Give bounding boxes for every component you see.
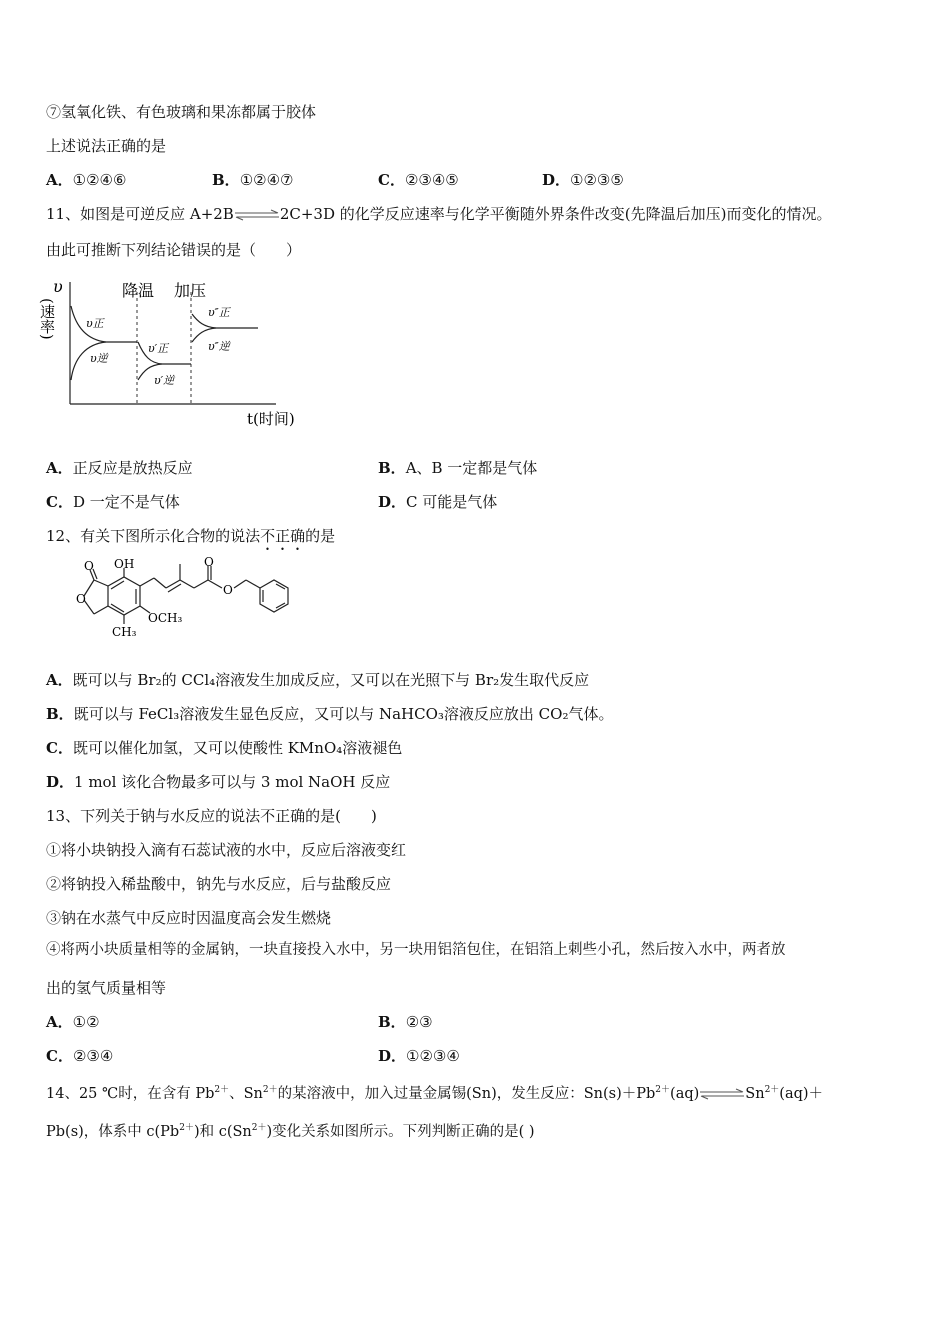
option-label: A． <box>46 671 73 689</box>
y-axis-symbol: υ <box>53 277 63 296</box>
option-text: D 一定不是气体 <box>72 493 180 511</box>
option-label: A． <box>46 459 73 477</box>
label-v1-reverse: υ′逆 <box>154 374 175 387</box>
label-cooling: 降温 <box>122 281 155 300</box>
q13-item-4-cont: 出的氢气质量相等 <box>46 979 167 997</box>
q11-stem <box>46 204 831 224</box>
fused-benzene-ring <box>108 577 140 615</box>
q13-option-b[interactable] <box>378 1012 433 1032</box>
option-label: A． <box>46 171 73 189</box>
label-v2-forward: υ″正 <box>208 306 230 319</box>
option-text: ②③ <box>405 1013 433 1031</box>
charge-superscript: 2＋ <box>262 1085 278 1095</box>
option-label: B． <box>378 1013 406 1031</box>
option-text: A、B 一定都是气体 <box>405 459 538 477</box>
option-label: B． <box>378 459 406 477</box>
atom-o-ester: O <box>223 583 233 597</box>
q12-stem-emphasis: 不正确 <box>260 527 306 545</box>
option-text: ②③④ <box>72 1047 114 1065</box>
charge-superscript: 2＋ <box>179 1123 194 1133</box>
option-label: C． <box>46 1047 73 1065</box>
option-text: 既可以与 FeCl₃溶液发生显色反应，又可以与 NaHCO₃溶液反应放出 CO₂气体。 <box>73 705 614 723</box>
q10-option-a[interactable] <box>46 170 126 190</box>
option-text: C 可能是气体 <box>406 493 498 511</box>
rate-time-graph <box>40 272 310 438</box>
q13-item-3: ③钠在水蒸气中反应时因温度高会发生燃烧 <box>46 909 332 927</box>
q11-option-c[interactable] <box>46 492 180 512</box>
phenyl-ring <box>260 580 288 612</box>
option-text: ①② <box>72 1013 100 1031</box>
q13-option-d[interactable] <box>378 1046 460 1066</box>
atom-o-ester-carbonyl: O <box>204 555 214 569</box>
option-text: 既可以与 Br₂的 CCl₄溶液发生加成反应，又可以在光照下与 Br₂发生取代反应 <box>72 671 590 689</box>
q14-stem-part: Pb(s)，体系中 c(Pb <box>46 1124 180 1140</box>
q10-option-d[interactable] <box>542 170 624 190</box>
charge-superscript: 2＋ <box>764 1085 780 1095</box>
q14-stem-part: Sn <box>745 1086 765 1102</box>
q11-stem-part2: 2C+3D 的化学反应速率与化学平衡随外界条件改变(先降温后加压)而变化的情况。 <box>279 205 832 223</box>
label-v-reverse: υ逆 <box>90 352 108 365</box>
option-label: C． <box>46 493 73 511</box>
y-axis-label: (速率) <box>38 298 56 340</box>
option-label: D． <box>378 493 407 511</box>
q13-stem: 13、下列关于钠与水反应的说法不正确的是( ) <box>46 807 377 825</box>
option-text: ①②③⑤ <box>570 171 624 189</box>
option-text: 1 mol 该化合物最多可以与 3 mol NaOH 反应 <box>74 773 391 791</box>
q13-item-4: ④将两小块质量相等的金属钠，一块直接投入水中，另一块用铝箔包住，在铝箔上刺些小孔，然后按入水中，两者放 <box>46 942 786 958</box>
q13-item-2: ②将钠投入稀盐酸中，钠先与水反应，后与盐酸反应 <box>46 875 392 893</box>
group-och3: OCH₃ <box>148 611 183 625</box>
charge-superscript: 2＋ <box>214 1085 230 1095</box>
q12-option-b[interactable] <box>46 704 613 724</box>
equilibrium-arrow-icon <box>234 210 280 220</box>
x-axis-label: t(时间) <box>247 410 295 428</box>
charge-superscript: 2＋ <box>655 1085 671 1095</box>
q10-option-b[interactable] <box>212 170 293 190</box>
option-label: D． <box>542 171 571 189</box>
q13-item-1: ①将小块钠投入滴有石蕊试液的水中，反应后溶液变红 <box>46 841 407 859</box>
q14-stem-part: 的某溶液中，加入过量金属锡(Sn)，发生反应：Sn(s)＋Pb <box>277 1086 656 1102</box>
q14-stem-part: (aq) <box>670 1086 700 1102</box>
q14-stem-part: (aq)＋ <box>779 1086 824 1102</box>
q14-stem-part: 14、25 ℃时，在含有 Pb <box>46 1086 215 1102</box>
option-label: B． <box>212 171 240 189</box>
charge-superscript: 2＋ <box>251 1123 267 1133</box>
option-text: ②③④⑤ <box>404 171 459 189</box>
label-v1-forward: υ′正 <box>148 342 169 355</box>
q11-stem-part1: 11、如图是可逆反应 A+2B <box>46 205 234 223</box>
q14-stem-line2 <box>46 1118 535 1142</box>
atom-oh: OH <box>114 557 135 571</box>
option-label: A． <box>46 1013 73 1031</box>
q14-stem-part: 、Sn <box>229 1086 263 1102</box>
q14-stem <box>46 1080 823 1104</box>
curve-v-forward <box>71 306 137 342</box>
q11-option-d[interactable] <box>378 492 497 512</box>
q12-stem-part3: 的是 <box>305 527 336 545</box>
q11-stem-line2: 由此可推断下列结论错误的是（ ） <box>46 241 302 259</box>
option-label: C． <box>378 171 405 189</box>
option-label: C． <box>46 739 73 757</box>
option-label: D． <box>46 773 75 791</box>
q11-option-b[interactable] <box>378 458 537 478</box>
q12-stem-part1: 12、有关下图所示化合物的说法 <box>46 527 261 545</box>
compound-structure <box>40 556 320 656</box>
option-label: D． <box>378 1047 407 1065</box>
q10-item-7: ⑦氢氧化铁、有色玻璃和果冻都属于胶体 <box>46 103 317 121</box>
q10-option-c[interactable] <box>378 170 459 190</box>
q13-option-c[interactable] <box>46 1046 113 1066</box>
q10-prompt: 上述说法正确的是 <box>46 137 167 155</box>
q14-stem-part: )和 c(Sn <box>193 1124 252 1140</box>
group-ch3: CH₃ <box>112 625 137 639</box>
q12-option-d[interactable] <box>46 772 390 792</box>
label-v2-reverse: υ″逆 <box>208 340 230 353</box>
atom-o-ring: O <box>76 592 86 606</box>
q12-stem <box>46 526 335 554</box>
q11-option-a[interactable] <box>46 458 193 478</box>
option-text: ①②④⑥ <box>72 171 127 189</box>
option-text: ①②③④ <box>406 1047 460 1065</box>
atom-o-carbonyl: O <box>84 559 94 573</box>
option-text: 正反应是放热反应 <box>72 459 193 477</box>
q12-option-a[interactable] <box>46 670 589 690</box>
option-text: 既可以催化加氢，又可以使酸性 KMnO₄溶液褪色 <box>72 739 403 757</box>
label-pressure: 加压 <box>174 281 207 300</box>
q13-option-a[interactable] <box>46 1012 100 1032</box>
option-text: ①②④⑦ <box>239 171 294 189</box>
q12-option-c[interactable] <box>46 738 402 758</box>
equilibrium-arrow-icon <box>699 1089 745 1099</box>
option-label: B． <box>46 705 74 723</box>
q14-stem-part: )变化关系如图所示。下列判断正确的是( ) <box>266 1124 535 1140</box>
label-v-forward: υ正 <box>86 317 104 330</box>
